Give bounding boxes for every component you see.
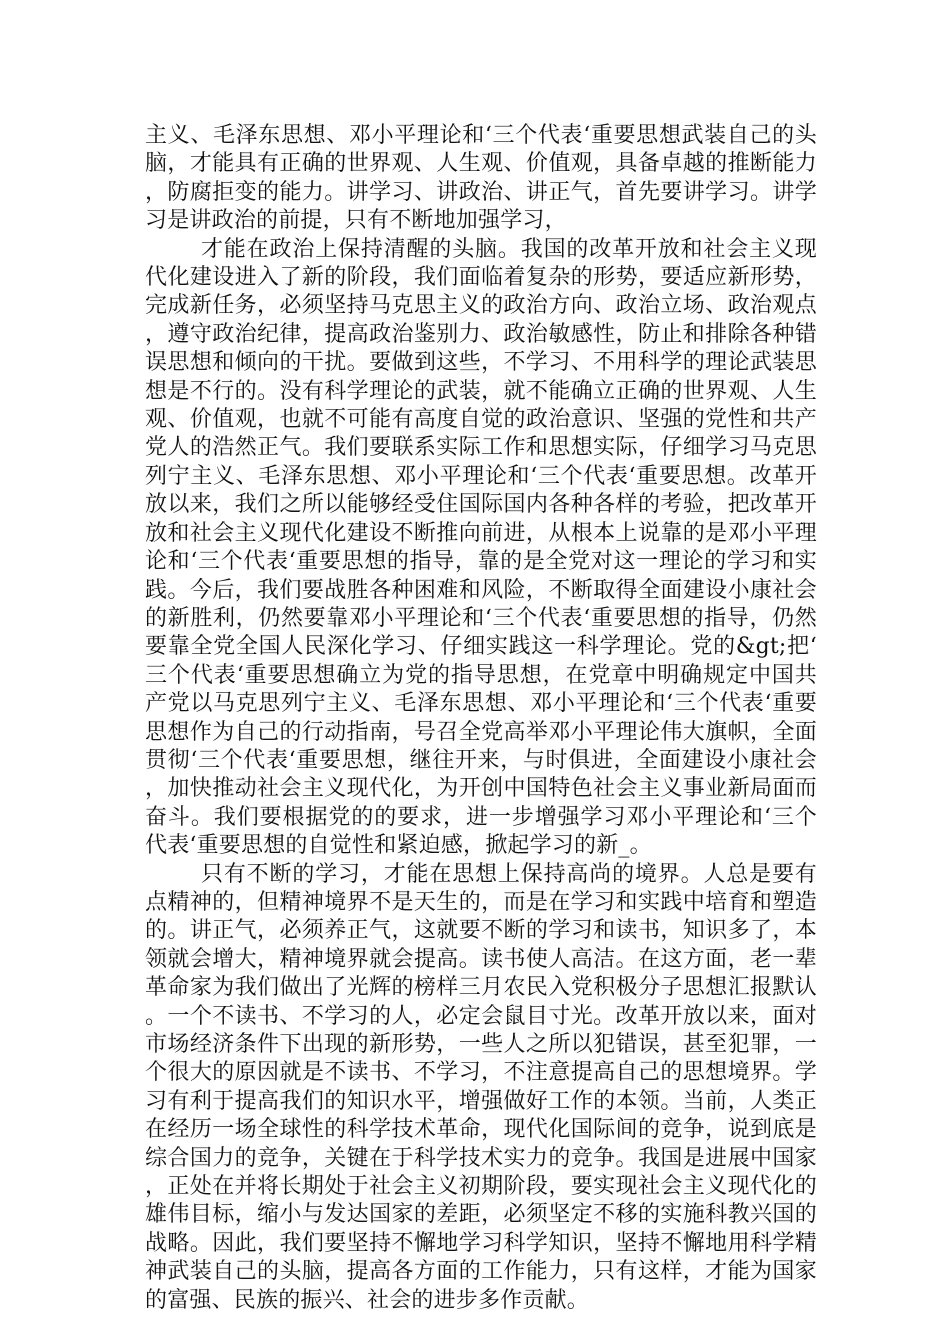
- paragraph-1: 主义、毛泽东思想、邓小平理论和‘三个代表‘重要思想武装自己的头脑，才能具有正确的世界观、人生观、价值观，具备卓越的推断能力，防腐拒变的能力。讲学习、讲政治、讲正气，首先要讲学习。讲学习是讲政治的前提，只有不断地加强学习，: [145, 123, 817, 234]
- paragraph-3: 只有不断的学习，才能在思想上保持高尚的境界。人总是要有点精神的，但精神境界不是天生的，而是在学习和实践中培育和塑造的。讲正气，必须养正气，这就要不断的学习和读书，知识多了，本领就会增大，精神境界就会提高。读书使人高洁。在这方面，老一辈革命家为我们做出了光辉的榜样三月农民入党积极分子思想汇报默认。一个不读书、不学习的人，必定会鼠目寸光。改革开放以来，面对市场经济条件下出现的新形势，一些人之所以犯错误，甚至犯罪，一个很大的原因就是不读书、不学习，不注意提高自己的思想境界。学习有利于提高我们的知识水平，增强做好工作的本领。当前，人类正在经历一场全球性的科学技术革命，现代化国际间的竞争，说到底是综合国力的竞争，关键在于科学技术实力的竞争。我国是进展中国家，正处在并将长期处于社会主义初期阶段，要实现社会主义现代化的雄伟目标，缩小与发达国家的差距，必须坚定不移的实施科教兴国的战略。因此，我们要坚持不懈地学习科学知识，坚持不懈地用科学精神武装自己的头脑，提高各方面的工作能力，只有这样，才能为国家的富强、民族的振兴、社会的进步多作贡献。: [145, 861, 817, 1313]
- paragraph-2: 才能在政治上保持清醒的头脑。我国的改革开放和社会主义现代化建设进入了新的阶段，我们面临着复杂的形势，要适应新形势，完成新任务，必须坚持马克思主义的政治方向、政治立场、政治观点，遵守政治纪律，提高政治鉴别力、政治敏感性，防止和排除各种错误思想和倾向的干扰。要做到这些，不学习、不用科学的理论武装思想是不行的。没有科学理论的武装，就不能确立正确的世界观、人生观、价值观，也就不可能有高度自觉的政治意识、坚强的党性和共产党人的浩然正气。我们要联系实际工作和思想实际，仔细学习马克思列宁主义、毛泽东思想、邓小平理论和‘三个代表‘重要思想。改革开放以来，我们之所以能够经受住国际国内各种各样的考验，把改革开放和社会主义现代化建设不断推向前进，从根本上说靠的是邓小平理论和‘三个代表‘重要思想的指导，靠的是全党对这一理论的学习和实践。今后，我们要战胜各种困难和风险，不断取得全面建设小康社会的新胜利，仍然要靠邓小平理论和‘三个代表‘重要思想的指导，仍然要靠全党全国人民深化学习、仔细实践这一科学理论。党的&gt;把‘三个代表‘重要思想确立为党的指导思想，在党章中明确规定中国共产党以马克思列宁主义、毛泽东思想、邓小平理论和‘三个代表‘重要思想作为自己的行动指南，号召全党高举邓小平理论伟大旗帜，全面贯彻‘三个代表‘重要思想，继往开来，与时俱进，全面建设小康社会，加快推动社会主义现代化，为开创中国特色社会主义事业新局面而奋斗。我们要根据党的的要求，进一步增强学习邓小平理论和‘三个代表‘重要思想的自觉性和紧迫感，掀起学习的新_。: [145, 236, 817, 859]
- document-body: [145, 122, 817, 1315]
